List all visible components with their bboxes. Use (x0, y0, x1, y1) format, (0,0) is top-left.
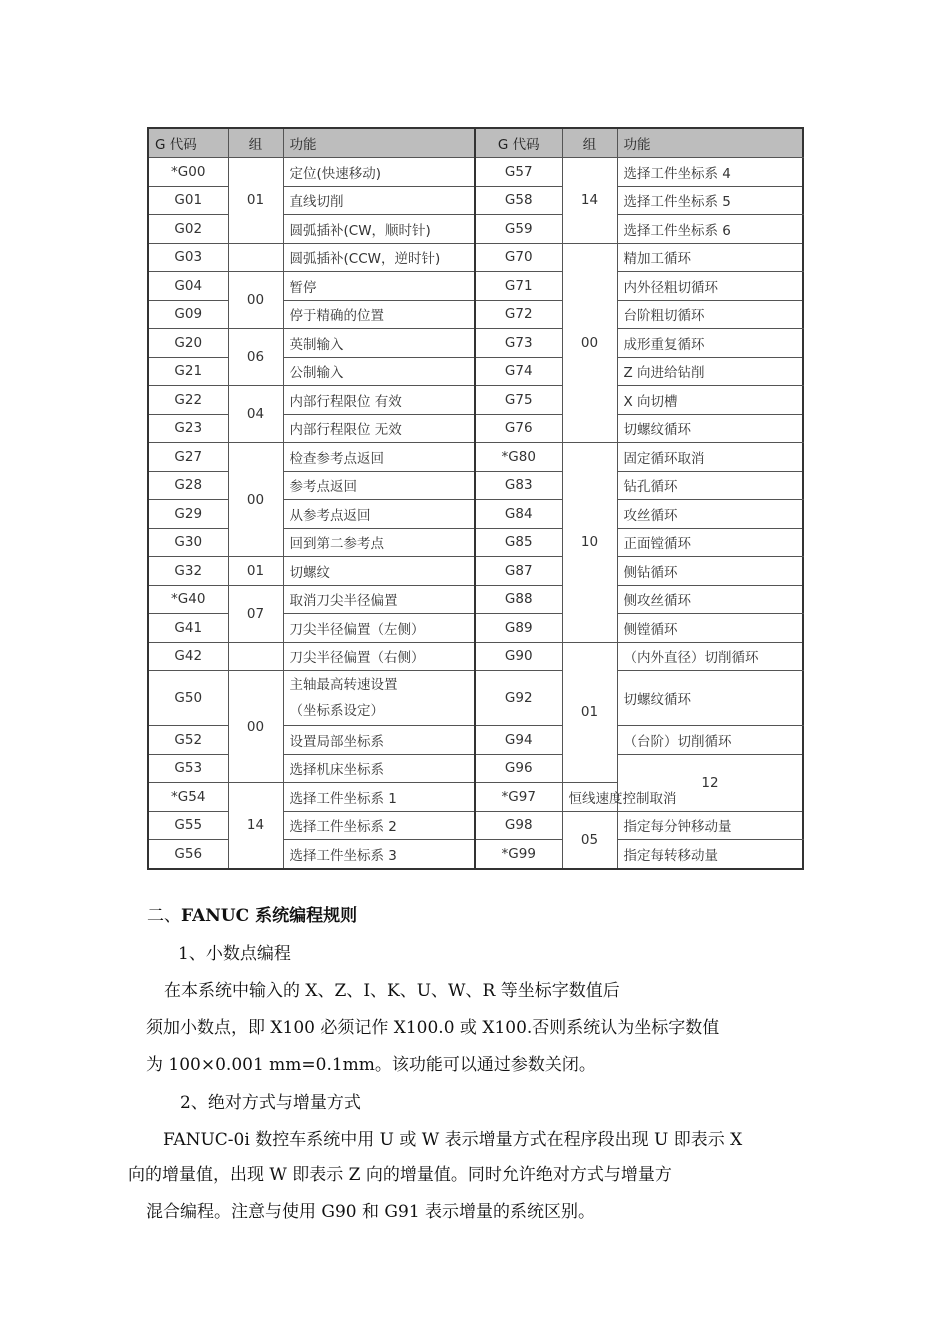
header-function-left: 功能 (283, 128, 475, 158)
g-code-cell: G02 (148, 215, 228, 244)
function-cell: 精加工循环 (617, 243, 803, 272)
group-cell: 00 (228, 671, 283, 783)
g-code-cell: G53 (148, 754, 228, 783)
g-code-cell: G50 (148, 671, 228, 726)
function-cell: 指定每分钟移动量 (617, 811, 803, 840)
g-code-cell: G72 (475, 300, 562, 329)
g-code-cell: G94 (475, 726, 562, 755)
g-code-cell: G09 (148, 300, 228, 329)
function-cell: 切螺纹 (283, 557, 475, 586)
g-code-cell: *G99 (475, 840, 562, 869)
function-cell: 切螺纹循环 (617, 414, 803, 443)
rule2-line-2: 向的增量值，出现 W 即表示 Z 向的增量值。同时允许绝对方式与增量方 (128, 1165, 672, 1185)
table-row (148, 443, 803, 472)
rule1-title: 1、小数点编程 (178, 944, 291, 964)
function-cell: 侧攻丝循环 (617, 585, 803, 614)
g-code-cell: G98 (475, 811, 562, 840)
function-cell: 刀尖半径偏置（左侧） (283, 614, 475, 643)
g-code-cell: G84 (475, 500, 562, 529)
g-code-cell: G57 (475, 158, 562, 187)
function-cell: 切螺纹循环 (617, 671, 803, 726)
group-cell: 07 (228, 585, 283, 642)
function-cell: 成形重复循环 (617, 329, 803, 358)
group-cell: 14 (228, 783, 283, 869)
g-code-cell: G29 (148, 500, 228, 529)
g-code-cell: G52 (148, 726, 228, 755)
table-row (148, 243, 803, 272)
function-cell: （内外直径）切削循环 (617, 642, 803, 671)
g-code-cell: *G97 (475, 783, 562, 812)
table-row (148, 642, 803, 671)
function-cell: 公制输入 (283, 357, 475, 386)
g-code-cell: G04 (148, 272, 228, 301)
g-code-cell: G92 (475, 671, 562, 726)
g-code-cell: G27 (148, 443, 228, 472)
g-code-cell: G28 (148, 471, 228, 500)
group-cell (228, 243, 283, 272)
function-cell: 参考点返回 (283, 471, 475, 500)
function-cell: 停于精确的位置 (283, 300, 475, 329)
g-code-cell: *G80 (475, 443, 562, 472)
g-code-cell: G70 (475, 243, 562, 272)
g-code-cell: *G00 (148, 158, 228, 187)
rule2-line-1: FANUC-0i 数控车系统中用 U 或 W 表示增量方式在程序段出现 U 即表示 X (163, 1130, 743, 1150)
group-cell: 14 (562, 158, 617, 244)
group-cell: 01 (228, 557, 283, 586)
table-row (148, 386, 803, 415)
g-code-cell: G89 (475, 614, 562, 643)
g-code-cell: G73 (475, 329, 562, 358)
g-code-cell: G42 (148, 642, 228, 671)
group-cell: 06 (228, 329, 283, 386)
g-code-cell: G56 (148, 840, 228, 869)
function-cell: 回到第二参考点 (283, 528, 475, 557)
g-code-cell: G22 (148, 386, 228, 415)
function-cell: 取消刀尖半径偏置 (283, 585, 475, 614)
g-code-cell: G96 (475, 754, 562, 783)
section-heading (147, 906, 357, 926)
table-row (148, 329, 803, 358)
header-function-right: 功能 (617, 128, 803, 158)
function-cell: 恒线速度控制取消 (562, 783, 617, 812)
function-cell: 直线切削 (283, 186, 475, 215)
table-header-row (148, 128, 803, 158)
function-cell: 圆弧插补(CW，顺时针) (283, 215, 475, 244)
g-code-cell: G58 (475, 186, 562, 215)
group-cell: 12 (617, 754, 803, 811)
table-row (148, 272, 803, 301)
table-row (148, 158, 803, 187)
function-cell: 检查参考点返回 (283, 443, 475, 472)
function-cell: 选择工件坐标系 3 (283, 840, 475, 869)
function-line: 主轴最高转速设置 (289, 677, 398, 693)
function-cell: 内外径粗切循环 (617, 272, 803, 301)
g-code-cell: G59 (475, 215, 562, 244)
function-cell: 固定循环取消 (617, 443, 803, 472)
function-cell (283, 671, 475, 726)
group-cell: 00 (228, 443, 283, 557)
g-code-cell: G85 (475, 528, 562, 557)
header-g-code-left: G 代码 (148, 128, 228, 158)
g-code-cell: G01 (148, 186, 228, 215)
group-cell: 00 (562, 243, 617, 443)
rule1-line-2: 须加小数点，即 X100 必须记作 X100.0 或 X100.否则系统认为坐标字数值 (146, 1018, 720, 1038)
function-cell: Z 向进给钻削 (617, 357, 803, 386)
g-code-cell: G75 (475, 386, 562, 415)
function-cell: 选择工件坐标系 5 (617, 186, 803, 215)
function-cell: 定位(快速移动) (283, 158, 475, 187)
group-cell: 10 (562, 443, 617, 643)
g-code-cell: *G40 (148, 585, 228, 614)
g-code-cell: *G54 (148, 783, 228, 812)
g-code-cell: G55 (148, 811, 228, 840)
g-code-cell: G88 (475, 585, 562, 614)
group-cell: 04 (228, 386, 283, 443)
function-cell: 英制输入 (283, 329, 475, 358)
g-code-table (147, 127, 804, 870)
section-prefix: 二、 (147, 906, 181, 926)
header-group-right: 组 (562, 128, 617, 158)
g-code-cell: G83 (475, 471, 562, 500)
function-line: （坐标系设定） (289, 703, 384, 719)
g-code-cell: G87 (475, 557, 562, 586)
rule2-line-3: 混合编程。注意与使用 G90 和 G91 表示增量的系统区别。 (146, 1202, 596, 1222)
function-cell: 内部行程限位 无效 (283, 414, 475, 443)
rule1-line-3: 为 100×0.001 mm=0.1mm。该功能可以通过参数关闭。 (146, 1055, 596, 1075)
g-code-cell: G20 (148, 329, 228, 358)
function-cell: 台阶粗切循环 (617, 300, 803, 329)
g-code-cell: G21 (148, 357, 228, 386)
function-cell: 选择工件坐标系 6 (617, 215, 803, 244)
g-code-cell: G71 (475, 272, 562, 301)
table-row (148, 585, 803, 614)
function-cell: 选择工件坐标系 2 (283, 811, 475, 840)
function-cell: （台阶）切削循环 (617, 726, 803, 755)
function-cell: X 向切槽 (617, 386, 803, 415)
function-cell: 侧钻循环 (617, 557, 803, 586)
g-code-cell: G23 (148, 414, 228, 443)
g-code-cell: G30 (148, 528, 228, 557)
table-row (148, 671, 803, 726)
table-row (148, 557, 803, 586)
rule2-title: 2、绝对方式与增量方式 (180, 1093, 361, 1113)
function-cell: 暂停 (283, 272, 475, 301)
group-cell: 01 (562, 642, 617, 783)
group-cell: 00 (228, 272, 283, 329)
section-title: FANUC 系统编程规则 (181, 906, 358, 926)
function-cell: 侧镗循环 (617, 614, 803, 643)
function-cell: 正面镗循环 (617, 528, 803, 557)
function-cell: 内部行程限位 有效 (283, 386, 475, 415)
g-code-cell: G41 (148, 614, 228, 643)
rule1-line-1: 在本系统中输入的 X、Z、I、K、U、W、R 等坐标字数值后 (164, 981, 620, 1001)
function-cell: 设置局部坐标系 (283, 726, 475, 755)
function-cell: 从参考点返回 (283, 500, 475, 529)
function-cell: 攻丝循环 (617, 500, 803, 529)
header-group-left: 组 (228, 128, 283, 158)
group-cell: 05 (562, 811, 617, 869)
g-code-cell: G90 (475, 642, 562, 671)
function-cell: 指定每转移动量 (617, 840, 803, 869)
function-cell: 选择工件坐标系 4 (617, 158, 803, 187)
group-cell: 01 (228, 158, 283, 244)
g-code-cell: G32 (148, 557, 228, 586)
function-cell: 选择机床坐标系 (283, 754, 475, 783)
g-code-cell: G76 (475, 414, 562, 443)
function-cell: 钻孔循环 (617, 471, 803, 500)
function-cell: 选择工件坐标系 1 (283, 783, 475, 812)
group-cell (228, 642, 283, 671)
function-cell: 刀尖半径偏置（右侧） (283, 642, 475, 671)
header-g-code-right: G 代码 (475, 128, 562, 158)
function-cell: 圆弧插补(CCW，逆时针) (283, 243, 475, 272)
g-code-cell: G03 (148, 243, 228, 272)
g-code-cell: G74 (475, 357, 562, 386)
